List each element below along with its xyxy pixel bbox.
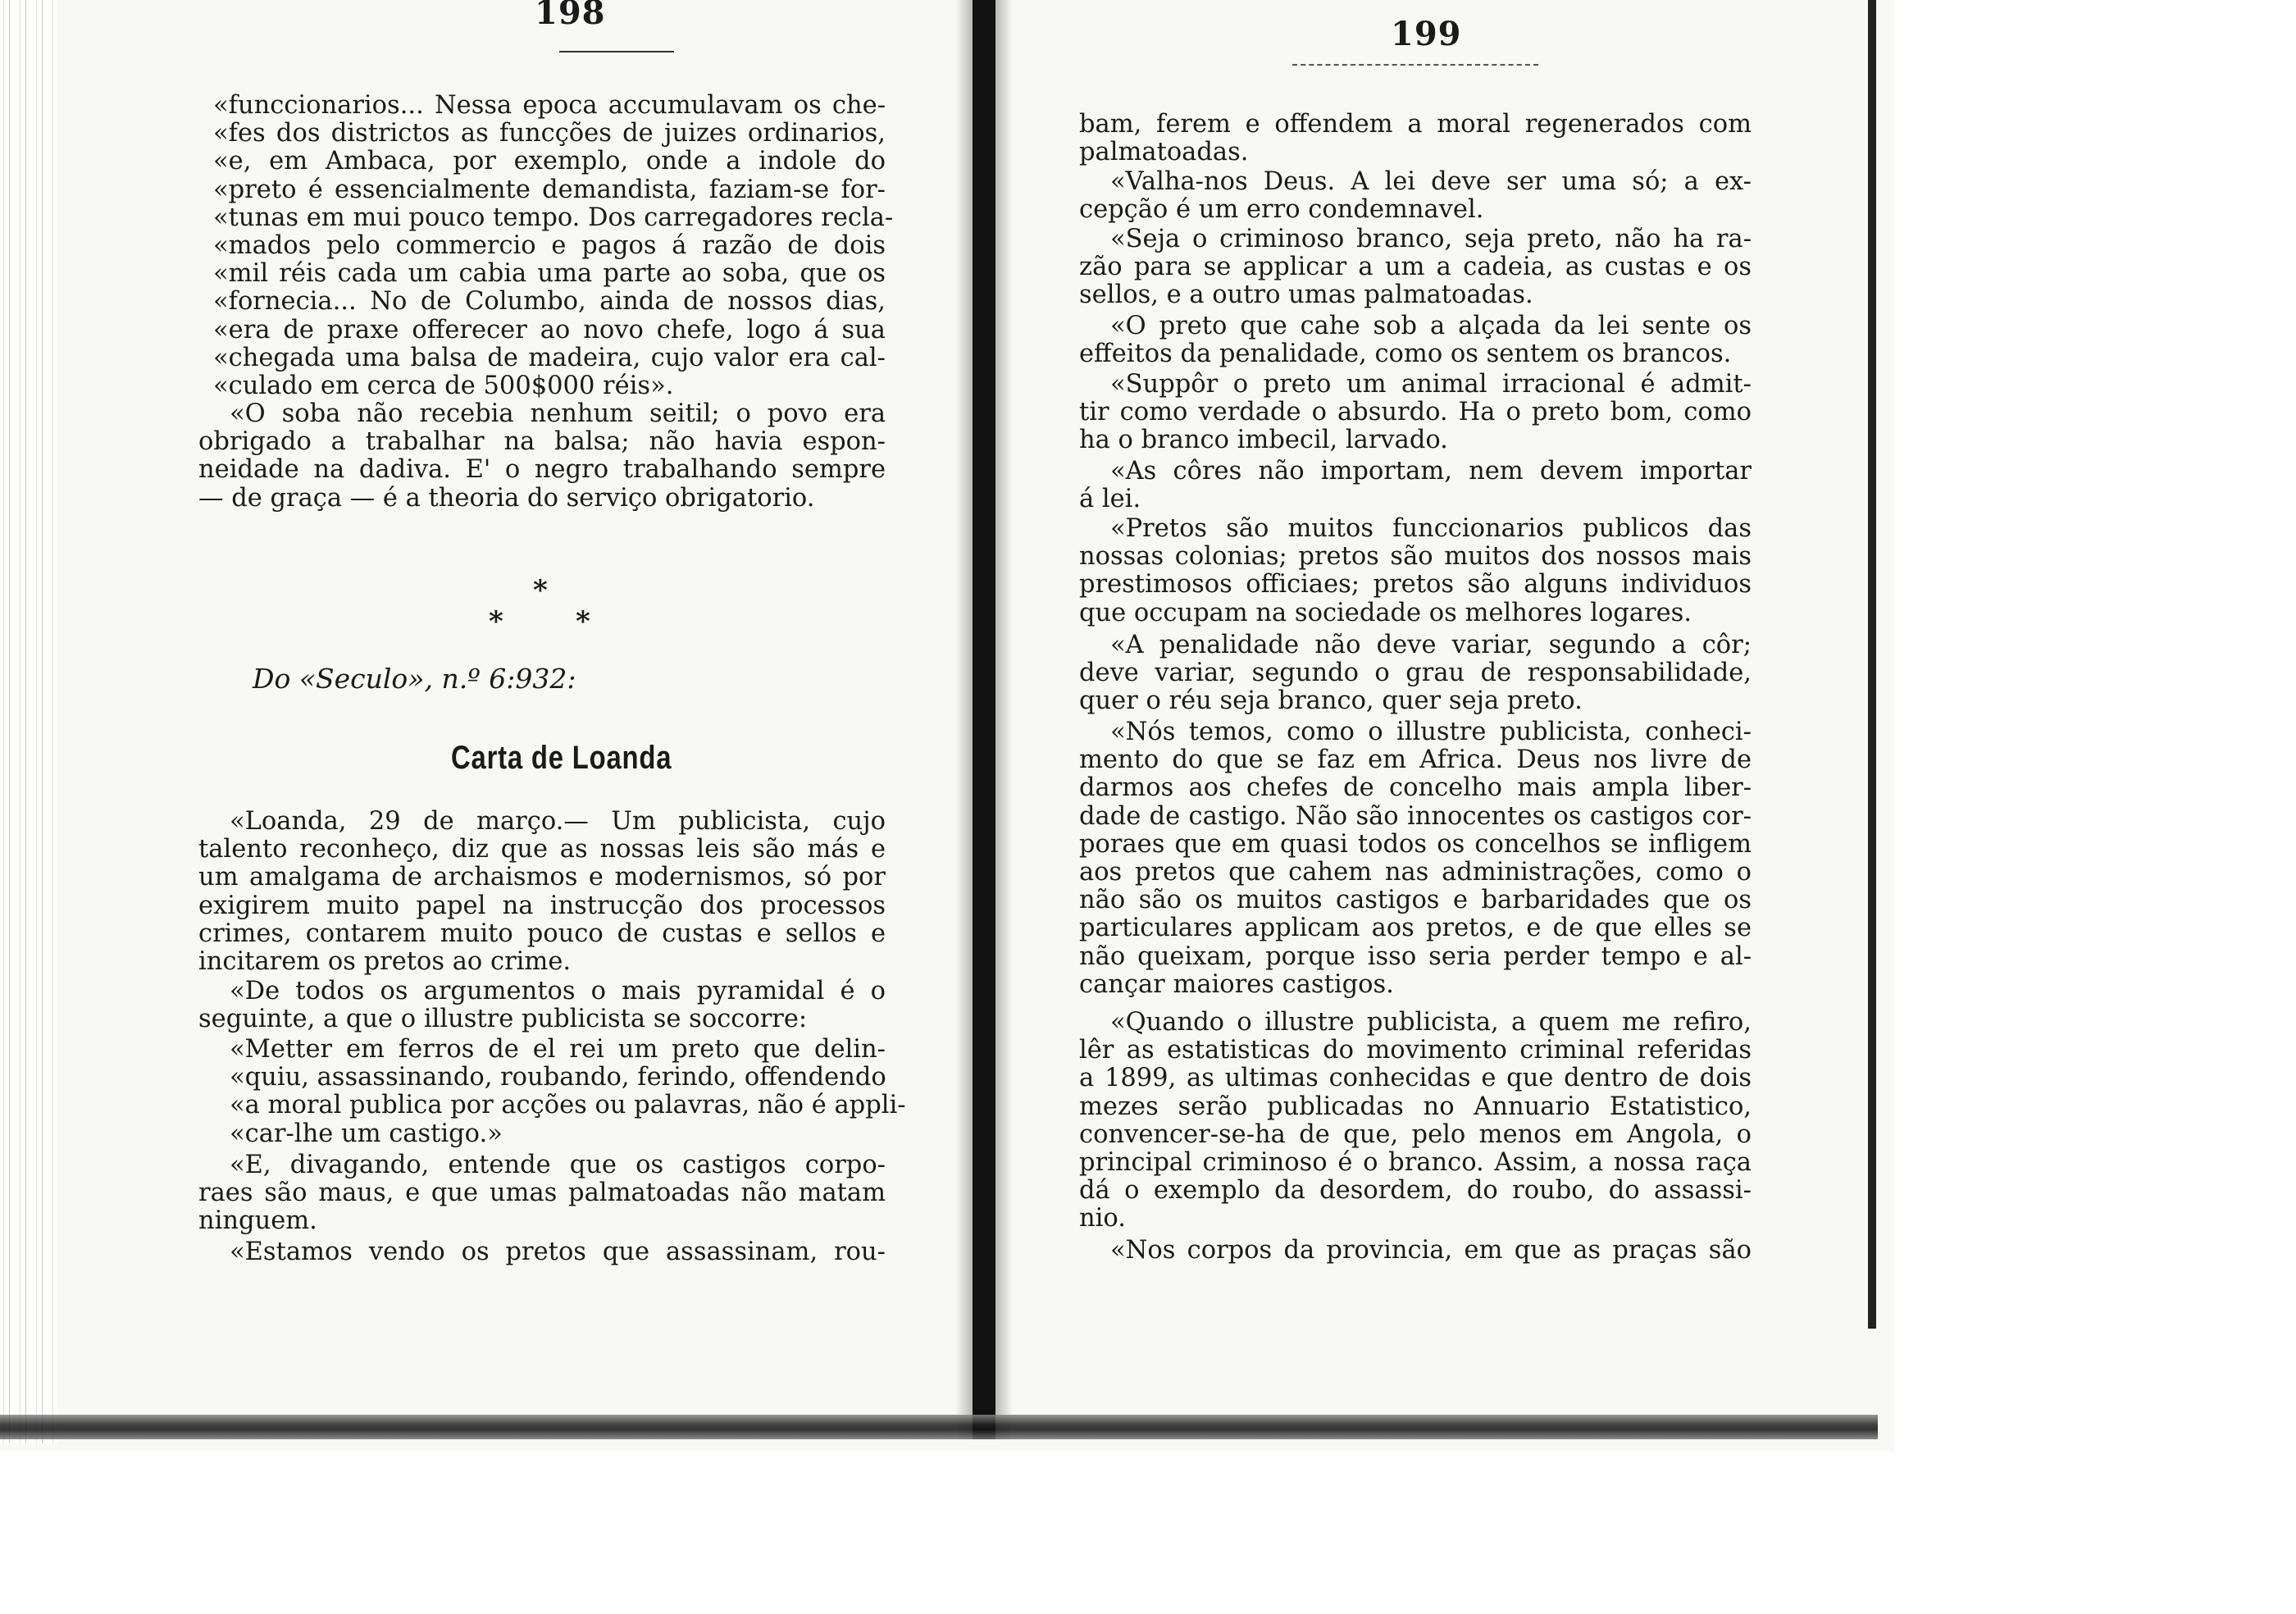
paragraph-soba: «O soba não recebia nenhum seitil; o povo era obrigado a trabalhar na balsa; não havia espon- neidade na dadiva. E' o negro trabalhando sempre — de graça — é a theoria do serviço obrigatorio. xyxy=(198,399,886,513)
paragraph-suppor: «Suppôr o preto um animal irracional é admit- tir como verdade o absurdo. Ha o preto bom, como ha o branco imbecil, larvado. xyxy=(1079,370,1752,455)
source-line: Do «Seculo», n.º 6:932: xyxy=(253,663,576,695)
page-edge-right xyxy=(1868,0,1876,1329)
paragraph-alcada: «O preto que cahe sob a alçada da lei sente os effeitos da penalidade, como os sentem os brancos. xyxy=(1079,312,1752,369)
article-heading: Carta de Loanda xyxy=(451,740,672,776)
paragraph-loanda: «Loanda, 29 de março.— Um publicista, cujo talento reconheço, diz que as nossas leis são más e um amalgama de archaismos e modernismos, só por exigirem muito papel na instrucção dos processos crimes, contarem muito pouco de custas e sellos e incitarem os pretos ao crime. xyxy=(198,807,886,977)
paragraph-penalidade: «A penalidade não deve variar, segundo a côr; deve variar, segundo o grau de responsabilidade, quer o réu seja branco, quer seja preto. xyxy=(1079,631,1752,716)
paragraph-quote-ferros: «Metter em ferros de el rei um preto que delin- «quiu, assassinando, roubando, ferindo, offendendo «a moral publica por acções ou palavras, não é appli- «car-lhe um castigo.» xyxy=(230,1035,906,1148)
paragraph-argument: «De todos os argumentos o mais pyramidal é o seguinte, a que o illustre publicista se soccorre: xyxy=(198,977,886,1034)
header-rule xyxy=(559,51,674,52)
paragraph-valha: «Valha-nos Deus. A lei deve ser uma só; a ex- cepção é um erro condemnavel. xyxy=(1079,167,1752,225)
paragraph-estamos: «Estamos vendo os pretos que assassinam, rou- xyxy=(230,1238,886,1266)
paragraph-corpos: «Nos corpos da provincia, em que as praças são xyxy=(1110,1236,1752,1265)
paragraph-castigos: «E, divagando, entende que os castigos corpo- raes são maus, e que umas palmatoadas não matam ninguem. xyxy=(198,1151,886,1236)
page-number: 198 xyxy=(535,0,606,32)
paragraph-criminoso: «Seja o criminoso branco, seja preto, não ha ra- zão para se applicar a um a cadeia, as custas e os sellos, e a outro umas palmatoadas. xyxy=(1079,225,1752,310)
page-bottom-edge xyxy=(0,1415,1878,1439)
paragraph-africa: «Nós temos, como o illustre publicista, conheci- mento do que se faz em Africa. Deus nos livre de darmos aos chefes de concelho mais ampla liber- dade de castigo. Não são innocentes os castigos cor- poraes que em quasi todos os concelhos se infligem aos pretos que cahem nas administrações, como o não são os muitos castigos e barbaridades que os particulares applicam aos pretos, e de que elles se não queixam, porque isso seria perder tempo e al- cançar maiores castigos. xyxy=(1079,718,1752,999)
page-edge-left xyxy=(0,0,57,1443)
paragraph-cores: «As côres não importam, nem devem importar á lei. xyxy=(1079,457,1752,514)
paragraph-estatisticas: «Quando o illustre publicista, a quem me refiro, lêr as estatisticas do movimento criminal referidas a 1899, as ultimas conhecidas e que dentro de dois mezes serão publicadas no Annuario Estatistico, convencer-se-ha de que, pelo menos em Angola, o principal criminoso é o branco. Assim, a nossa raça dá o exemplo da desordem, do roubo, do assassi- nio. xyxy=(1079,1008,1752,1233)
header-rule xyxy=(1292,64,1538,66)
page-number: 199 xyxy=(1391,15,1462,53)
paragraph-funccionarios: «Pretos são muitos funccionarios publicos das nossas colonias; pretos são muitos dos nossos mais prestimosos officiaes; pretos são alguns individuos que occupam na sociedade os melhores logares. xyxy=(1079,514,1752,627)
paragraph-quote-continuation: «funccionarios... Nessa epoca accumulavam os che- «fes dos districtos as funcções de juizes ordinarios, «e, em Ambaca, por exemplo, onde a indole do «preto é essencialmente demandista, faziam-se for- «tunas em mui pouco tempo. Dos carregadores recla- «mados pelo commercio e pagos á razão de dois «mil réis cada um cabia uma parte ao soba, que os «fornecia... No de Columbo, ainda de nossos dias, «era de praxe offerecer ao novo chefe, logo á sua «chegada uma balsa de madeira, cujo valor era cal- «culado em cerca de 500$000 réis». xyxy=(213,91,894,401)
book-gutter xyxy=(973,0,995,1439)
paragraph-regenerados: bam, ferem e offendem a moral regenerados com palmatoadas. xyxy=(1079,110,1752,167)
